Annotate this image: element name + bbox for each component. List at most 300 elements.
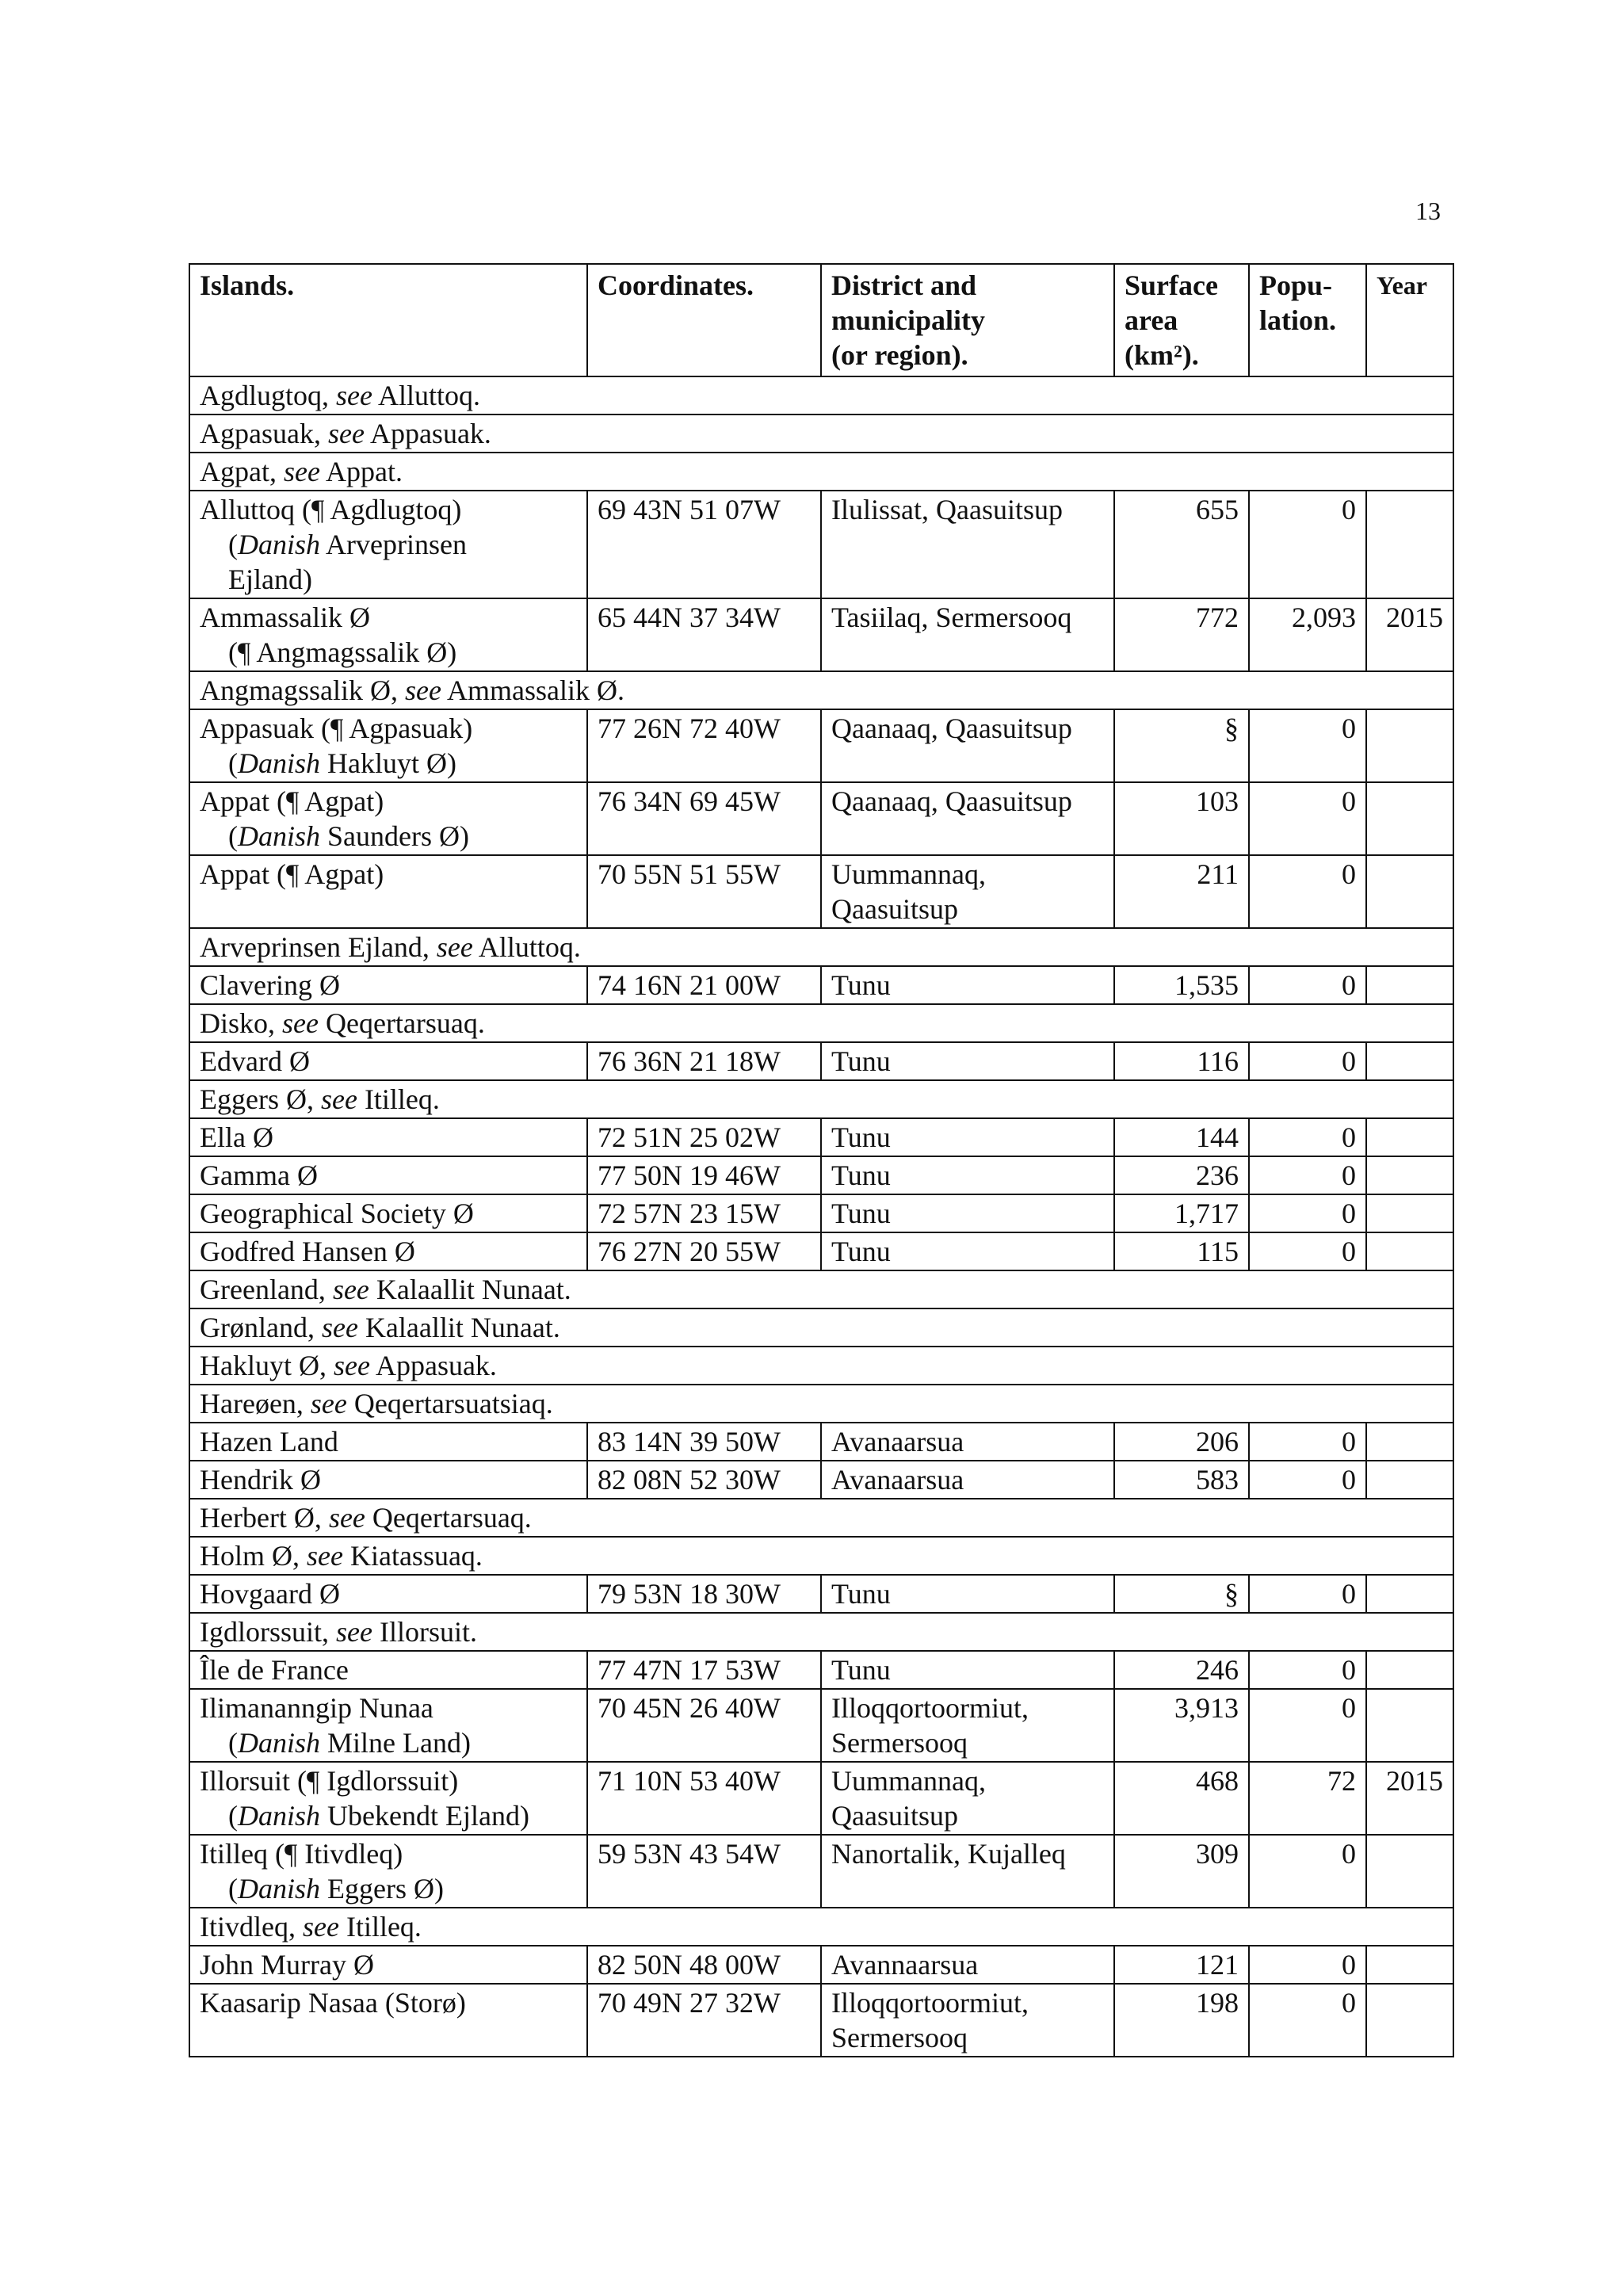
surface-area-cell: 115 [1114,1232,1249,1270]
surface-area-cell: 1,717 [1114,1194,1249,1232]
cross-reference-row [189,1308,1453,1347]
table-body [189,376,1453,2057]
danish-word: Danish [238,1727,321,1759]
district-line: Uummannaq, [831,858,986,890]
coordinates-cell: 69 43N 51 07W [587,491,821,598]
note-open-paren: ( [228,1873,238,1904]
ref-target: Illorsuit. [372,1616,477,1648]
population-cell: 0 [1249,709,1366,782]
population-cell: 0 [1249,1984,1366,2057]
header-population-line: Popu- [1259,269,1333,301]
cross-reference-row [189,671,1453,709]
ref-name: Hareøen, [200,1388,311,1419]
header-district-line: District and [831,269,976,301]
ref-name: Agdlugtoq, [200,380,337,411]
island-name: Kaasarip Nasaa (Storø) [200,1987,466,2019]
see-word: see [336,380,372,411]
island-name-cell [189,1946,587,1984]
surface-area-cell: § [1114,1575,1249,1613]
note-open-paren: ( [228,820,238,852]
cross-reference-row [189,415,1453,453]
island-row [189,1762,1453,1835]
district-cell [821,1156,1114,1194]
district-cell [821,1835,1114,1908]
island-name: Appasuak (¶ Agpasuak) [200,712,473,744]
population-cell: 0 [1249,855,1366,928]
ref-name: Agpasuak, [200,418,328,449]
island-row [189,1689,1453,1762]
island-row [189,491,1453,598]
cross-reference-cell [189,671,1453,709]
islands-table [189,263,1454,2057]
population-cell: 0 [1249,1461,1366,1499]
population-cell: 0 [1249,1194,1366,1232]
district-cell [821,1651,1114,1689]
district-line: Avanaarsua [831,1426,964,1457]
island-name-cell [189,1575,587,1613]
header-district [821,264,1114,376]
note-open-paren: ( [228,529,238,560]
island-name: Appat (¶ Agpat) [200,785,384,817]
island-name: Hendrik Ø [200,1464,321,1496]
year-cell [1366,1946,1453,1984]
note-open-paren: ( [228,1800,238,1832]
ref-name: Disko, [200,1007,283,1039]
island-row [189,1984,1453,2057]
district-line: Illoqqortoormiut, [831,1692,1029,1724]
coordinates-cell: 76 34N 69 45W [587,782,821,855]
island-row [189,1835,1453,1908]
year-cell [1366,1194,1453,1232]
page-number: 13 [1415,197,1441,225]
district-cell [821,1946,1114,1984]
island-name: Ammassalik Ø [200,602,370,633]
island-name: John Murray Ø [200,1949,374,1981]
surface-area-cell: § [1114,709,1249,782]
see-word: see [336,1616,372,1648]
cross-reference-cell [189,453,1453,491]
cross-reference-cell [189,1347,1453,1385]
island-row [189,1946,1453,1984]
danish-word: Danish [238,529,321,560]
surface-area-cell: 309 [1114,1835,1249,1908]
danish-name-note [200,819,577,854]
year-cell [1366,1042,1453,1080]
island-row [189,1194,1453,1232]
island-row [189,966,1453,1004]
see-word: see [302,1911,339,1943]
island-name-cell [189,1118,587,1156]
district-line: Tunu [831,1578,891,1610]
coordinates-cell: 72 57N 23 15W [587,1194,821,1232]
island-name: Itilleq (¶ Itivdleq) [200,1838,403,1870]
cross-reference-cell [189,928,1453,966]
coordinates-cell: 72 51N 25 02W [587,1118,821,1156]
district-cell [821,1575,1114,1613]
cross-reference-row [189,1908,1453,1946]
ref-name: Agpat, [200,456,284,487]
cross-reference-cell [189,1270,1453,1308]
ref-target: Alluttoq. [372,380,481,411]
cross-reference-cell [189,1385,1453,1423]
surface-area-cell: 655 [1114,491,1249,598]
population-cell: 0 [1249,1651,1366,1689]
danish-word: Danish [238,747,321,779]
surface-area-cell: 772 [1114,598,1249,671]
year-cell [1366,782,1453,855]
surface-area-cell: 246 [1114,1651,1249,1689]
header-year: Year [1366,264,1453,376]
ref-target: Qeqertarsuatsiaq. [346,1388,553,1419]
district-cell [821,1118,1114,1156]
note-open-paren: ( [228,1727,238,1759]
header-district-line: municipality [831,304,986,336]
coordinates-cell: 70 45N 26 40W [587,1689,821,1762]
population-cell: 0 [1249,966,1366,1004]
cross-reference-row [189,1347,1453,1385]
cross-reference-row [189,376,1453,415]
district-cell [821,966,1114,1004]
danish-name: Saunders Ø) [320,820,469,852]
district-line: Avanaarsua [831,1464,964,1496]
population-cell: 0 [1249,1689,1366,1762]
cross-reference-cell [189,376,1453,415]
surface-area-cell: 103 [1114,782,1249,855]
district-cell [821,1984,1114,2057]
island-row [189,1118,1453,1156]
ref-target: Ammassalik Ø. [441,674,624,706]
ref-name: Itivdleq, [200,1911,303,1943]
surface-area-cell: 198 [1114,1984,1249,2057]
year-cell [1366,1835,1453,1908]
surface-area-cell: 121 [1114,1946,1249,1984]
surface-area-cell: 116 [1114,1042,1249,1080]
population-cell: 0 [1249,1156,1366,1194]
danish-name: Eggers Ø) [320,1873,444,1904]
population-cell: 0 [1249,1042,1366,1080]
surface-area-cell: 3,913 [1114,1689,1249,1762]
see-word: see [282,1007,319,1039]
header-row [189,264,1453,376]
population-cell: 0 [1249,782,1366,855]
see-word: see [321,1312,358,1343]
header-district-line: (or region). [831,339,968,371]
ref-target: Qeqertarsuaq. [365,1502,532,1534]
coordinates-cell: 82 08N 52 30W [587,1461,821,1499]
district-cell [821,1042,1114,1080]
year-cell [1366,1232,1453,1270]
header-coordinates: Coordinates. [587,264,821,376]
district-line: Qaanaaq, Qaasuitsup [831,712,1072,744]
district-cell [821,598,1114,671]
header-surface-line: area [1125,304,1178,336]
island-name-cell [189,1156,587,1194]
district-cell [821,1423,1114,1461]
island-name-cell [189,491,587,598]
cross-reference-cell [189,1080,1453,1118]
cross-reference-row [189,1080,1453,1118]
district-line: Nanortalik, Kujalleq [831,1838,1066,1870]
ref-name: Arveprinsen Ejland, [200,931,437,963]
island-name-cell [189,1232,587,1270]
district-cell [821,855,1114,928]
year-cell [1366,966,1453,1004]
island-name-cell [189,1461,587,1499]
coordinates-cell: 70 49N 27 32W [587,1984,821,2057]
cross-reference-cell [189,1308,1453,1347]
ref-name: Eggers Ø, [200,1083,321,1115]
coordinates-cell: 59 53N 43 54W [587,1835,821,1908]
district-line: Tunu [831,969,891,1001]
ref-target: Appasuak. [369,1350,497,1381]
cross-reference-row [189,1270,1453,1308]
population-cell: 2,093 [1249,598,1366,671]
island-name: Gamma Ø [200,1159,318,1191]
island-row [189,1461,1453,1499]
cross-reference-cell [189,1908,1453,1946]
island-name: Edvard Ø [200,1045,310,1077]
island-name-cell [189,1689,587,1762]
coordinates-cell: 77 26N 72 40W [587,709,821,782]
header-surface-line: Surface [1125,269,1218,301]
island-row [189,1423,1453,1461]
district-line: Sermersooq [831,1727,968,1759]
year-cell [1366,709,1453,782]
district-cell [821,1232,1114,1270]
island-name-cell [189,1651,587,1689]
island-name: Geographical Society Ø [200,1198,474,1229]
header-population [1249,264,1366,376]
coordinates-cell: 77 50N 19 46W [587,1156,821,1194]
district-line: Qaasuitsup [831,893,958,925]
island-name-cell [189,782,587,855]
cross-reference-row [189,1613,1453,1651]
district-line: Tunu [831,1045,891,1077]
see-word: see [310,1388,347,1419]
cross-reference-row [189,1004,1453,1042]
population-cell: 0 [1249,1423,1366,1461]
district-line: Avannaarsua [831,1949,979,1981]
ref-target: Itilleq. [338,1911,422,1943]
year-cell [1366,491,1453,598]
island-name: Ella Ø [200,1121,273,1153]
coordinates-cell: 65 44N 37 34W [587,598,821,671]
surface-area-cell: 144 [1114,1118,1249,1156]
ref-target: Itilleq. [357,1083,440,1115]
population-cell: 0 [1249,1232,1366,1270]
population-cell: 0 [1249,491,1366,598]
island-name-cell [189,966,587,1004]
island-name: Ilimananngip Nunaa [200,1692,433,1724]
district-line: Sermersooq [831,2022,968,2053]
district-cell [821,1194,1114,1232]
year-cell [1366,1575,1453,1613]
cross-reference-row [189,1537,1453,1575]
district-cell [821,1762,1114,1835]
surface-area-cell: 206 [1114,1423,1249,1461]
danish-name-note [200,527,577,562]
coordinates-cell: 71 10N 53 40W [587,1762,821,1835]
island-name-cell [189,1423,587,1461]
cross-reference-row [189,1499,1453,1537]
year-cell [1366,1461,1453,1499]
ref-target: Alluttoq. [472,931,581,963]
surface-area-cell: 583 [1114,1461,1249,1499]
year-cell [1366,1689,1453,1762]
coordinates-cell: 77 47N 17 53W [587,1651,821,1689]
danish-name: Arveprinsen [320,529,467,560]
surface-area-cell: 211 [1114,855,1249,928]
ref-name: Herbert Ø, [200,1502,329,1534]
coordinates-cell: 79 53N 18 30W [587,1575,821,1613]
danish-word: Danish [238,820,321,852]
header-population-line: lation. [1259,304,1337,336]
header-surface-area [1114,264,1249,376]
island-name-cell [189,1762,587,1835]
ref-name: Greenland, [200,1274,333,1305]
year-cell [1366,1118,1453,1156]
population-cell: 72 [1249,1762,1366,1835]
coordinates-cell: 74 16N 21 00W [587,966,821,1004]
cross-reference-row [189,928,1453,966]
see-word: see [332,1274,369,1305]
ref-target: Appat. [319,456,403,487]
island-row [189,782,1453,855]
surface-area-cell: 236 [1114,1156,1249,1194]
district-line: Tunu [831,1159,891,1191]
island-row [189,598,1453,671]
ref-target: Appasuak. [364,418,491,449]
island-name: Illorsuit (¶ Igdlorssuit) [200,1765,459,1797]
coordinates-cell: 70 55N 51 55W [587,855,821,928]
district-line: Tunu [831,1198,891,1229]
ref-name: Igdlorssuit, [200,1616,337,1648]
coordinates-cell: 83 14N 39 50W [587,1423,821,1461]
see-word: see [327,418,365,449]
district-cell [821,491,1114,598]
cross-reference-cell [189,1537,1453,1575]
island-name: Godfred Hansen Ø [200,1236,415,1267]
island-name-cell [189,1835,587,1908]
district-line: Qaanaaq, Qaasuitsup [831,785,1072,817]
surface-area-cell: 1,535 [1114,966,1249,1004]
district-line: Tasiilaq, Sermersooq [831,602,1072,633]
year-cell [1366,1156,1453,1194]
island-name-cell [189,598,587,671]
danish-name-note [200,1798,577,1833]
cross-reference-cell [189,1004,1453,1042]
year-cell [1366,855,1453,928]
see-word: see [283,456,320,487]
district-line: Ilulissat, Qaasuitsup [831,494,1063,525]
danish-name-note [200,1725,577,1760]
ref-name: Angmagssalik Ø, [200,674,405,706]
ref-target: Qeqertarsuaq. [318,1007,485,1039]
danish-name: Ubekendt Ejland) [320,1800,529,1832]
district-cell [821,709,1114,782]
island-row [189,709,1453,782]
population-cell: 0 [1249,1946,1366,1984]
island-name-cell [189,855,587,928]
district-line: Qaasuitsup [831,1800,958,1832]
see-word: see [404,674,441,706]
former-name-note: (¶ Angmagssalik Ø) [228,636,457,668]
ref-target: Kiatassuaq. [342,1540,483,1572]
danish-word: Danish [238,1800,321,1832]
island-name: Clavering Ø [200,969,340,1001]
island-name: Hovgaard Ø [200,1578,340,1610]
island-row [189,1042,1453,1080]
island-row [189,855,1453,928]
island-row [189,1156,1453,1194]
danish-name: Milne Land) [320,1727,471,1759]
district-line: Tunu [831,1121,891,1153]
cross-reference-cell [189,1613,1453,1651]
header-surface-line: (km²). [1125,339,1199,371]
ref-target: Kalaallit Nunaat. [369,1274,571,1305]
district-line: Tunu [831,1654,891,1686]
surface-area-cell: 468 [1114,1762,1249,1835]
island-name-cell [189,1194,587,1232]
island-name: Hazen Land [200,1426,338,1457]
district-cell [821,1689,1114,1762]
district-line: Illoqqortoormiut, [831,1987,1029,2019]
see-word: see [436,931,473,963]
cross-reference-cell [189,415,1453,453]
coordinates-cell: 82 50N 48 00W [587,1946,821,1984]
island-name-cell [189,1042,587,1080]
danish-name-note [200,1871,577,1906]
island-name: Alluttoq (¶ Agdlugtoq) [200,494,462,525]
cross-reference-row [189,1385,1453,1423]
danish-name-note [200,746,577,781]
population-cell: 0 [1249,1575,1366,1613]
see-word: see [307,1540,343,1572]
year-cell [1366,1651,1453,1689]
ref-target: Kalaallit Nunaat. [357,1312,560,1343]
ref-name: Holm Ø, [200,1540,307,1572]
island-name: Île de France [200,1654,349,1686]
island-name: Appat (¶ Agpat) [200,858,384,890]
see-word: see [328,1502,365,1534]
danish-name: Hakluyt Ø) [320,747,456,779]
population-cell: 0 [1249,1118,1366,1156]
island-name-cell [189,1984,587,2057]
year-cell [1366,1984,1453,2057]
year-cell: 2015 [1366,1762,1453,1835]
see-word: see [333,1350,370,1381]
danish-word: Danish [238,1873,321,1904]
district-cell [821,1461,1114,1499]
island-row [189,1651,1453,1689]
see-word: see [320,1083,357,1115]
header-islands: Islands. [189,264,587,376]
island-row [189,1575,1453,1613]
district-cell [821,782,1114,855]
year-cell [1366,1423,1453,1461]
district-line: Uummannaq, [831,1765,986,1797]
coordinates-cell: 76 27N 20 55W [587,1232,821,1270]
ref-name: Grønland, [200,1312,322,1343]
population-cell: 0 [1249,1835,1366,1908]
island-name-cell [189,709,587,782]
note-open-paren: ( [228,747,238,779]
ref-name: Hakluyt Ø, [200,1350,334,1381]
cross-reference-row [189,453,1453,491]
cross-reference-cell [189,1499,1453,1537]
island-row [189,1232,1453,1270]
coordinates-cell: 76 36N 21 18W [587,1042,821,1080]
